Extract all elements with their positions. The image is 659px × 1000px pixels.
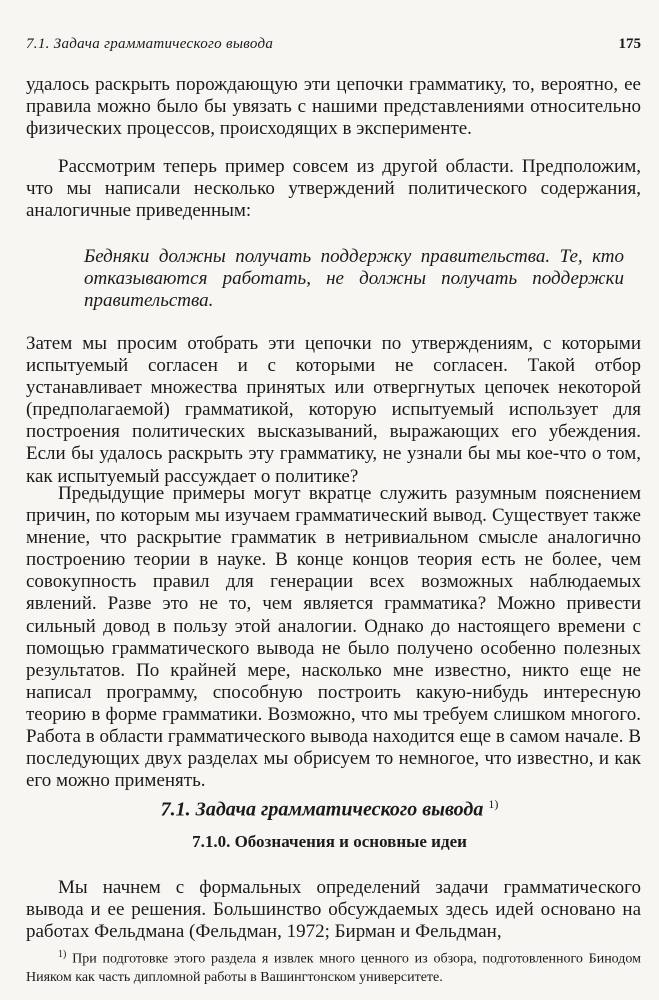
page-header	[26, 36, 641, 60]
paragraph-5: Мы начнем с формальных определений задачи грамматического вывода и ее решения. Большинство обсуждаемых здесь идей основано на работах Фельдмана (Фельдман, 1972; Бирман и Фельдман,	[26, 877, 641, 943]
section-title: 7.1. Задача грамматического вывода	[160, 798, 484, 821]
running-title: 7.1. Задача грамматического вывода	[26, 36, 274, 52]
paragraph-1: удалось раскрыть порождающую эти цепочки грамматику, то, вероятно, ее правила можно было бы увязать с нашими представлениями относительно физических процессов, происходящих в эксперименте.	[26, 74, 641, 140]
section-footnote-marker: 1)	[488, 797, 499, 811]
footnote-text: При подготовке этого раздела я извлек много ценного из обзора, подготовленного Бинодом Нияком как часть дипломной работы в Вашингтонском университете.	[26, 951, 641, 985]
subsection-heading: 7.1.0. Обозначения и основные идеи	[192, 832, 467, 851]
paragraph-2: Рассмотрим теперь пример совсем из другой области. Предположим, что мы написали несколько утверждений политического содержания, аналогичные приведенным:	[26, 156, 641, 222]
paragraph-3: Затем мы просим отобрать эти цепочки по утверждениям, с которыми испытуемый согласен и с которыми не согласен. Такой отбор устанавливает множества принятых или отвергнутых цепочек некоторой (предполагаемой) грамматикой, которую испытуемый использует для построения политических высказываний, выражающих его убеждения. Если бы удалось раскрыть эту грамматику, не узнали бы мы кое-что о том, как испытуемый рассуждает о политике?	[26, 333, 641, 487]
footnote-marker: 1)	[58, 949, 67, 960]
section-heading	[0, 797, 659, 822]
paragraph-4: Предыдущие примеры могут вкратце служить разумным пояснением причин, по которым мы изучаем грамматический вывод. Существует также мнение, что раскрытие грамматик в нетривиальном смысле аналогично построению теории в науке. В конце концов теория есть не более, чем совокупность правил для генерации всех возможных наблюдаемых явлений. Разве это не то, чем является грамматика? Можно привести сильный довод в пользу этой аналогии. Однако до настоящего времени с помощью грамматического вывода не было получено особенно полезных результатов. По крайней мере, насколько мне известно, никто еще не написал программу, способную построить какую-нибудь интересную теорию в форме грамматики. Возможно, что мы требуем слишком многого. Работа в области грамматического вывода находится еще в самом начале. В последующих двух разделах мы обрисуем то немногое, что известно, и как его можно применять.	[26, 483, 641, 792]
page-number: 175	[618, 36, 641, 52]
footnote	[26, 946, 641, 987]
example-quote: Бедняки должны получать поддержку правительства. Те, кто отказываются работать, не должны получать поддержки правительства.	[84, 246, 624, 312]
